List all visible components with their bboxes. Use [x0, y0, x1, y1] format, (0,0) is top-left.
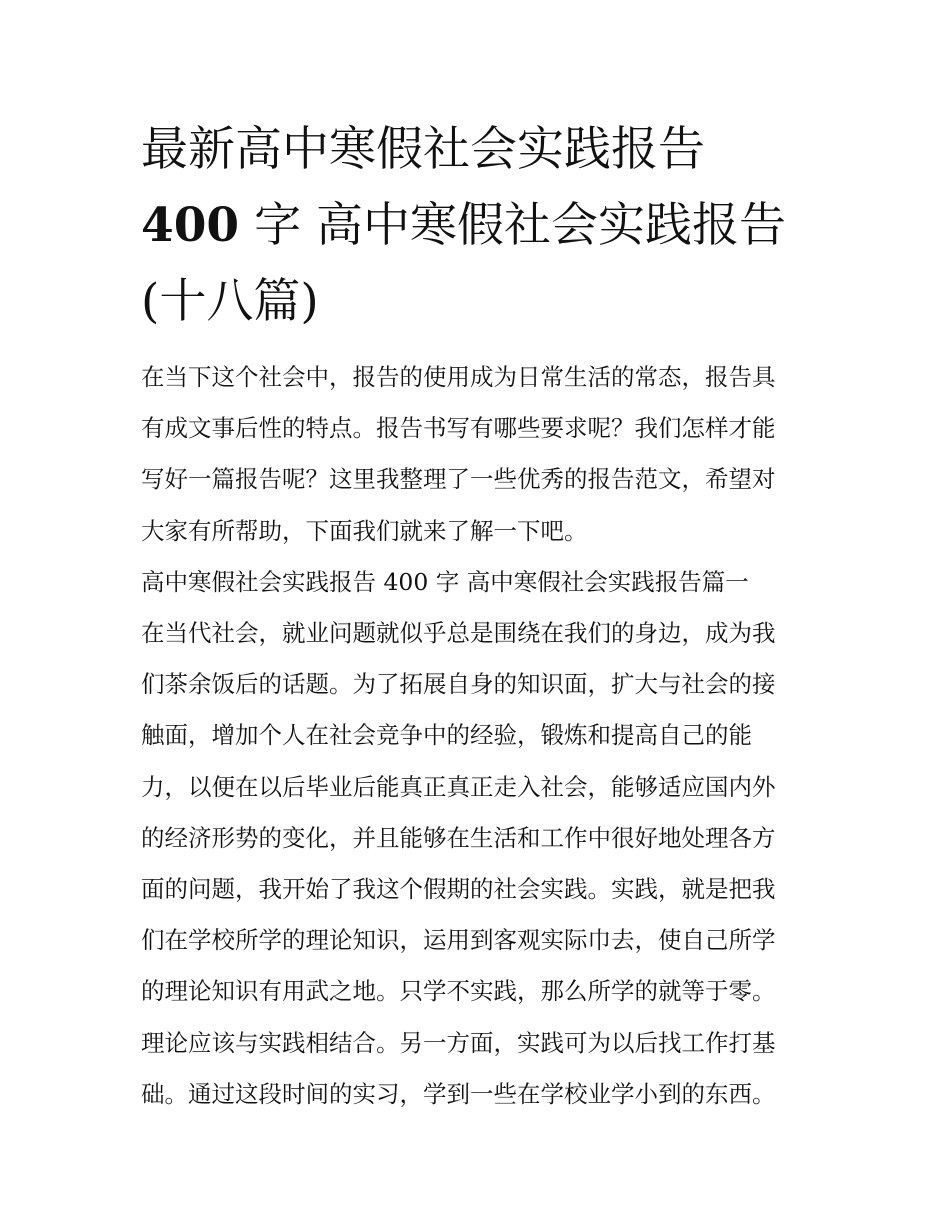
intro-line: 大家有所帮助，下面我们就来了解一下吧。 — [141, 516, 588, 545]
title-line-3: (十八篇) — [141, 274, 319, 329]
title-line-2: 字 高中寒假社会实践报告 — [254, 198, 787, 253]
body-line: 础。通过这段时间的实习，学到一些在学校业学小到的东西。 — [141, 1079, 776, 1108]
intro-line: 在当下这个社会中，报告的使用成为日常生活的常态，报告具 — [141, 363, 776, 391]
document-body — [141, 352, 821, 1120]
body-line: 面的问题，我开始了我这个假期的社会实践。实践，就是把我 — [141, 875, 776, 904]
title-line-1: 最新高中寒假社会实践报告 — [141, 122, 705, 177]
body-line: 理论应该与实践相结合。另一方面，实践可为以后找工作打基 — [141, 1028, 776, 1057]
body-line: 的经济形势的变化，并且能够在生活和工作中很好地处理各方 — [141, 823, 776, 852]
intro-line: 写好一篇报告呢？这里我整理了一些优秀的报告范文，希望对 — [141, 465, 776, 494]
body-line: 们在学校所学的理论知识，运用到客观实际巾去，使自己所学 — [141, 926, 776, 955]
body-line: 的理论知识有用武之地。只学不实践，那么所学的就等于零。 — [141, 977, 776, 1006]
body-line: 力，以便在以后毕业后能真正真正走入社会，能够适应国内外 — [141, 772, 776, 801]
body-line: 在当代社会，就业问题就似乎总是围绕在我们的身边，成为我 — [141, 619, 776, 648]
body-line: 们茶余饭后的话题。为了拓展自身的知识面，扩大与社会的接 — [141, 670, 776, 699]
body-line: 触面，增加个人在社会竞争中的经验，锻炼和提高自己的能 — [141, 721, 752, 750]
intro-line: 有成文事后性的特点。报告书写有哪些要求呢？我们怎样才能 — [141, 414, 776, 443]
section-heading: 高中寒假社会实践报告 400 字 高中寒假社会实践报告篇一 — [141, 567, 749, 596]
document-title — [141, 112, 841, 340]
title-number: 400 — [141, 198, 240, 253]
